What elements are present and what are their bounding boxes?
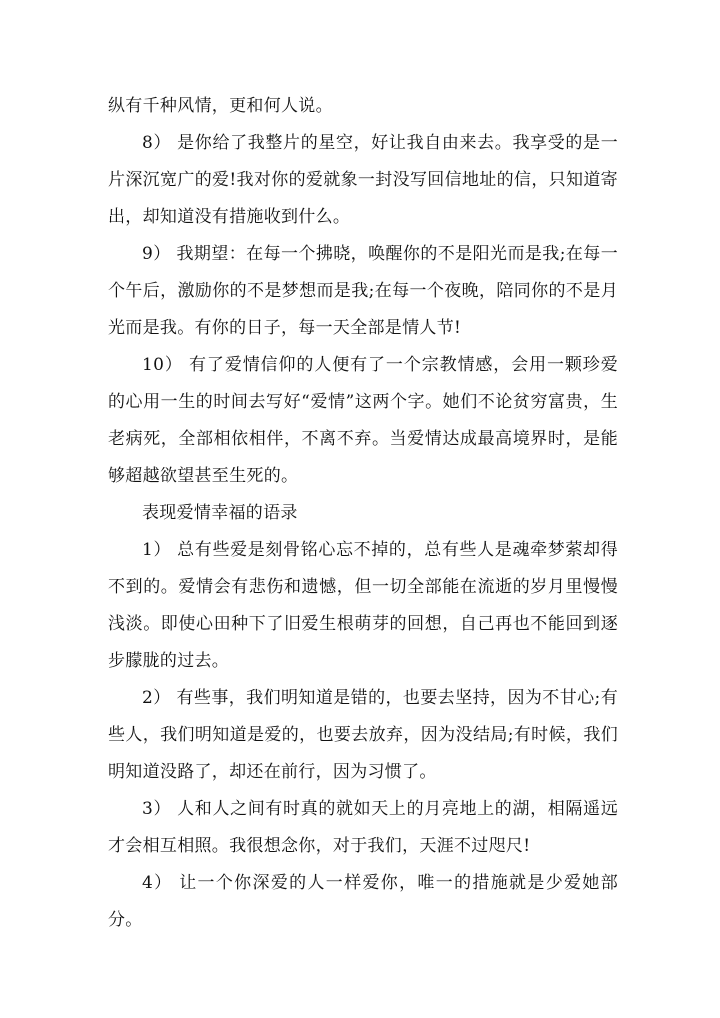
paragraph-item-1: 1） 总有些爱是刻骨铭心忘不掉的，总有些人是魂牵梦萦却得不到的。爱情会有悲伤和遗憾，但一切全部能在流逝的岁月里慢慢浅淡。即使心田种下了旧爱生根萌芽的回想，自己再也不能回到逐步朦胧的过去。 [108, 540, 618, 671]
paragraph-item-2: 2） 有些事，我们明知道是错的，也要去坚持，因为不甘心;有些人，我们明知道是爱的，也要去放弃，因为没结局;有时候，我们明知道没路了，却还在前行，因为习惯了。 [108, 688, 618, 782]
paragraph-item-4: 4） 让一个你深爱的人一样爱你，唯一的措施就是少爱她部分。 [108, 873, 618, 930]
section-heading: 表现爱情幸福的语录 [142, 503, 298, 523]
paragraph-item-10: 10） 有了爱情信仰的人便有了一个宗教情感，会用一颗珍爱的心用一生的时间去写好“爱情”这两个字。她们不论贫穷富贵，生老病死，全部相依相伴，不离不弃。当爱情达成最高境界时，是能够超越欲望甚至生死的。 [108, 355, 618, 486]
paragraph-continuation: 纵有千种风情，更和何人说。 [108, 96, 333, 116]
paragraph-item-3: 3） 人和人之间有时真的就如天上的月亮地上的湖，相隔遥远才会相互相照。我很想念你，对于我们，天涯不过咫尺! [108, 799, 618, 856]
document-body [108, 88, 618, 939]
paragraph-item-8: 8） 是你给了我整片的星空，好让我自由来去。我享受的是一片深沉宽广的爱!我对你的爱就象一封没写回信地址的信，只知道寄出，却知道没有措施收到什么。 [108, 133, 618, 227]
paragraph-item-9: 9） 我期望：在每一个拂晓，唤醒你的不是阳光而是我;在每一个午后，激励你的不是梦想而是我;在每一个夜晚，陪同你的不是月光而是我。有你的日子，每一天全部是情人节! [108, 244, 618, 338]
